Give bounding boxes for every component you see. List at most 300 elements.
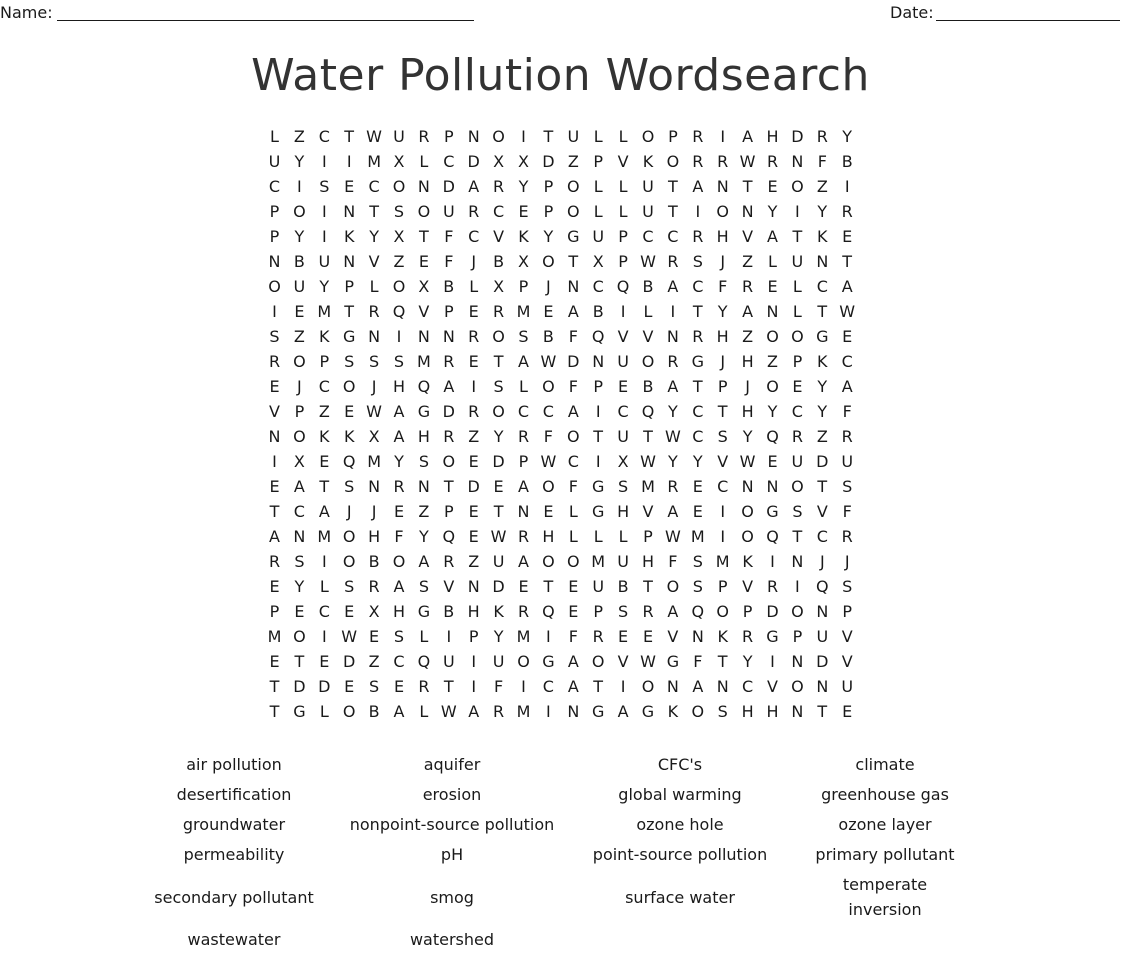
grid-letter: R [468, 202, 480, 221]
grid-letter: Z [567, 152, 579, 171]
grid-letter: E [294, 302, 305, 321]
grid-letter: M [267, 627, 282, 646]
grid-letter: S [369, 352, 380, 371]
grid-letter: L [419, 152, 429, 171]
grid-letter: C [841, 352, 853, 371]
grid-letter: L [792, 302, 802, 321]
grid-letter: N [741, 477, 754, 496]
grid-row [262, 474, 860, 499]
grid-letter: P [344, 277, 355, 296]
grid-letter: C [368, 177, 380, 196]
grid-letter: R [692, 127, 704, 146]
grid-letter: T [419, 227, 429, 246]
grid-letter: P [668, 127, 678, 146]
grid-letter: Q [417, 377, 431, 396]
grid-letter: L [618, 527, 628, 546]
grid-letter: Y [493, 427, 504, 446]
grid-letter: Z [742, 252, 754, 271]
word-bank-item: ozone layer [838, 815, 932, 834]
grid-letter: N [417, 177, 430, 196]
grid-letter: T [817, 477, 828, 496]
grid-letter: D [542, 152, 555, 171]
grid-letter: O [392, 177, 406, 196]
grid-letter: L [768, 252, 777, 271]
grid-letter: R [841, 527, 853, 546]
grid-row [262, 599, 860, 624]
grid-letter: H [617, 502, 630, 521]
grid-letter: N [417, 477, 430, 496]
grid-letter: G [542, 652, 555, 671]
grid-letter: S [418, 577, 429, 596]
grid-letter: R [667, 352, 679, 371]
grid-letter: Q [417, 652, 431, 671]
grid-letter: N [741, 202, 754, 221]
grid-letter: Z [293, 127, 305, 146]
grid-letter: W [839, 302, 856, 321]
grid-letter: S [618, 602, 629, 621]
word-bank-item: erosion [422, 785, 482, 804]
grid-row [262, 699, 860, 724]
grid-letter: E [543, 302, 554, 321]
grid-row [262, 624, 860, 649]
grid-letter: F [444, 227, 454, 246]
word-bank-item: pH [440, 845, 464, 864]
grid-letter: Y [668, 402, 678, 421]
grid-letter: G [766, 502, 779, 521]
grid-letter: X [617, 452, 629, 471]
grid-letter: E [468, 452, 479, 471]
grid-letter: A [567, 652, 579, 671]
grid-letter: Q [392, 302, 406, 321]
grid-letter: J [297, 377, 302, 396]
grid-letter: S [294, 552, 305, 571]
grid-letter: R [791, 427, 803, 446]
grid-letter: V [269, 402, 280, 421]
grid-letter: U [492, 552, 505, 571]
grid-letter: W [366, 402, 382, 421]
grid-letter: A [692, 677, 704, 696]
grid-letter: C [717, 477, 729, 496]
grid-letter: P [742, 602, 753, 621]
grid-letter: H [741, 702, 754, 721]
grid-row [262, 374, 860, 399]
grid-letter: W [440, 702, 457, 721]
grid-row [262, 174, 860, 199]
grid-letter: D [293, 677, 306, 696]
grid-letter: I [620, 302, 626, 321]
grid-letter: T [742, 177, 753, 196]
grid-letter: O [342, 527, 356, 546]
grid-letter: K [343, 427, 355, 446]
grid-letter: U [791, 452, 804, 471]
grid-letter: P [518, 277, 529, 296]
grid-letter: T [493, 502, 504, 521]
grid-row [262, 649, 860, 674]
grid-letter: E [642, 627, 654, 646]
word-bank-item: nonpoint-source pollution [349, 815, 555, 834]
grid-letter: H [766, 702, 779, 721]
grid-letter: D [442, 177, 455, 196]
grid-letter: O [567, 202, 580, 221]
grid-letter: E [767, 177, 778, 196]
grid-letter: O [741, 502, 754, 521]
grid-letter: O [641, 677, 655, 696]
grid-letter: H [766, 127, 779, 146]
grid-letter: P [543, 202, 554, 221]
grid-letter: S [369, 677, 380, 696]
grid-letter: A [692, 177, 704, 196]
grid-letter: I [471, 652, 477, 671]
grid-letter: W [366, 127, 382, 146]
grid-letter: Q [542, 602, 555, 621]
grid-letter: S [418, 452, 429, 471]
grid-letter: W [640, 452, 656, 471]
grid-letter: R [692, 227, 704, 246]
grid-letter: K [493, 602, 504, 621]
grid-row [262, 674, 860, 699]
grid-letter: V [742, 227, 754, 246]
grid-letter: T [493, 352, 504, 371]
grid-letter: J [471, 252, 477, 271]
grid-letter: F [568, 327, 578, 346]
grid-letter: A [617, 702, 629, 721]
grid-letter: D [492, 577, 505, 596]
grid-letter: E [767, 452, 778, 471]
grid-letter: W [640, 652, 656, 671]
grid-letter: A [393, 427, 405, 446]
grid-letter: A [468, 702, 480, 721]
grid-letter: O [666, 577, 680, 596]
grid-letter: R [493, 177, 505, 196]
grid-letter: S [344, 577, 355, 596]
grid-letter: T [668, 202, 678, 221]
grid-letter: U [268, 152, 281, 171]
grid-letter: P [269, 227, 280, 246]
grid-letter: F [394, 527, 404, 546]
grid-row [262, 399, 860, 424]
grid-letter: Z [742, 327, 754, 346]
grid-letter: B [841, 152, 853, 171]
grid-row [262, 449, 860, 474]
grid-letter: M [516, 302, 531, 321]
grid-letter: K [717, 627, 728, 646]
grid-letter: C [293, 502, 305, 521]
grid-letter: O [542, 377, 555, 396]
name-field-line[interactable] [57, 20, 474, 21]
grid-letter: W [664, 427, 681, 446]
grid-letter: U [791, 252, 804, 271]
grid-letter: N [716, 177, 729, 196]
grid-letter: O [567, 177, 580, 196]
grid-letter: P [443, 302, 454, 321]
grid-letter: R [692, 152, 704, 171]
grid-letter: A [468, 177, 480, 196]
grid-letter: L [643, 302, 653, 321]
grid-letter: H [368, 527, 381, 546]
grid-letter: N [368, 477, 381, 496]
grid-letter: I [321, 152, 327, 171]
grid-letter: R [393, 477, 405, 496]
grid-letter: J [745, 377, 750, 396]
grid-letter: E [543, 502, 554, 521]
grid-letter: I [446, 627, 452, 646]
grid-letter: L [792, 277, 802, 296]
grid-letter: A [567, 402, 579, 421]
grid-letter: R [468, 402, 480, 421]
grid-letter: N [816, 252, 829, 271]
grid-letter: F [568, 627, 578, 646]
grid-letter: E [319, 452, 330, 471]
grid-letter: I [546, 702, 551, 721]
word-bank-item: permeability [183, 845, 285, 864]
grid-row [262, 349, 860, 374]
grid-letter: L [419, 702, 429, 721]
grid-letter: L [618, 202, 628, 221]
grid-letter: K [667, 702, 679, 721]
grid-letter: M [591, 552, 606, 571]
grid-letter: I [272, 452, 277, 471]
grid-letter: H [716, 227, 729, 246]
grid-letter: Y [294, 577, 305, 596]
grid-letter: A [667, 277, 679, 296]
grid-letter: O [492, 402, 505, 421]
grid-letter: O [691, 702, 705, 721]
grid-letter: Y [742, 652, 753, 671]
name-label: Name: [0, 3, 53, 22]
grid-letter: S [618, 477, 629, 496]
grid-letter: E [269, 377, 280, 396]
grid-letter: O [293, 352, 306, 371]
grid-letter: O [791, 602, 804, 621]
grid-letter: O [268, 277, 281, 296]
grid-letter: I [471, 677, 477, 696]
grid-letter: C [667, 227, 679, 246]
date-field-line[interactable] [936, 20, 1120, 21]
grid-letter: I [521, 677, 526, 696]
grid-letter: E [792, 377, 803, 396]
grid-letter: O [567, 552, 580, 571]
grid-letter: O [641, 352, 655, 371]
grid-letter: R [841, 202, 853, 221]
grid-letter: E [468, 352, 479, 371]
grid-letter: P [618, 252, 628, 271]
grid-letter: V [368, 252, 380, 271]
word-bank-item: wastewater [187, 930, 281, 949]
grid-letter: C [742, 677, 754, 696]
grid-letter: V [617, 652, 629, 671]
grid-letter: D [567, 352, 580, 371]
grid-letter: V [742, 577, 754, 596]
grid-letter: P [593, 152, 604, 171]
grid-letter: D [442, 402, 455, 421]
grid-letter: A [318, 502, 330, 521]
grid-letter: T [668, 177, 678, 196]
grid-letter: S [393, 627, 405, 646]
grid-letter: X [493, 152, 505, 171]
grid-letter: J [346, 502, 352, 521]
grid-letter: E [468, 527, 479, 546]
grid-letter: O [791, 477, 804, 496]
grid-letter: Z [468, 427, 480, 446]
grid-letter: G [591, 702, 605, 721]
grid-letter: E [468, 302, 479, 321]
grid-letter: A [418, 552, 430, 571]
word-bank-item: ozone hole [636, 815, 724, 834]
grid-letter: W [540, 452, 557, 471]
grid-letter: X [368, 427, 380, 446]
grid-letter: G [591, 502, 605, 521]
grid-letter: N [691, 627, 704, 646]
grid-letter: T [692, 377, 703, 396]
grid-letter: A [767, 227, 778, 246]
grid-letter: N [766, 477, 779, 496]
grid-letter: I [695, 202, 701, 221]
grid-letter: Q [342, 452, 356, 471]
grid-letter: O [492, 327, 505, 346]
grid-letter: P [269, 602, 280, 621]
grid-row [262, 199, 860, 224]
grid-letter: C [542, 677, 554, 696]
grid-letter: L [369, 277, 379, 296]
grid-letter: J [819, 552, 825, 571]
grid-letter: I [720, 127, 726, 146]
grid-letter: I [471, 377, 477, 396]
grid-letter: N [592, 352, 605, 371]
grid-letter: T [344, 127, 355, 146]
grid-letter: C [816, 277, 828, 296]
grid-letter: W [341, 627, 358, 646]
grid-letter: L [593, 177, 603, 196]
grid-letter: O [716, 602, 729, 621]
grid-letter: A [518, 352, 529, 371]
grid-letter: T [568, 252, 579, 271]
grid-letter: X [393, 152, 405, 171]
grid-letter: O [666, 152, 680, 171]
grid-letter: C [318, 602, 330, 621]
grid-letter: N [791, 702, 804, 721]
grid-letter: A [567, 302, 579, 321]
grid-letter: S [393, 202, 405, 221]
grid-letter: Y [394, 452, 404, 471]
grid-letter: E [393, 677, 405, 696]
grid-letter: F [568, 377, 578, 396]
grid-letter: U [642, 202, 654, 221]
grid-letter: O [517, 652, 530, 671]
grid-letter: C [542, 402, 554, 421]
grid-letter: N [417, 327, 430, 346]
grid-letter: O [641, 127, 655, 146]
grid-letter: S [344, 477, 355, 496]
grid-letter: N [816, 602, 829, 621]
grid-letter: Y [493, 627, 504, 646]
grid-letter: N [816, 677, 829, 696]
grid-letter: Y [767, 402, 778, 421]
grid-letter: C [268, 177, 281, 196]
grid-letter: S [493, 377, 504, 396]
grid-letter: M [416, 352, 431, 371]
grid-letter: P [717, 377, 728, 396]
grid-letter: R [517, 527, 530, 546]
word-bank-item: CFC's [657, 755, 703, 774]
grid-letter: J [546, 277, 551, 296]
grid-letter: I [321, 202, 327, 221]
grid-letter: D [816, 452, 829, 471]
grid-letter: U [617, 352, 629, 371]
grid-letter: I [844, 177, 850, 196]
grid-letter: Q [691, 602, 705, 621]
grid-letter: I [521, 127, 526, 146]
grid-letter: L [593, 202, 603, 221]
grid-letter: H [392, 377, 406, 396]
grid-letter: G [816, 327, 829, 346]
grid-letter: N [666, 327, 679, 346]
grid-letter: N [716, 677, 729, 696]
grid-letter: D [492, 452, 505, 471]
word-bank-item: watershed [409, 930, 495, 949]
grid-letter: A [667, 602, 679, 621]
grid-letter: B [293, 252, 305, 271]
grid-letter: N [567, 702, 580, 721]
grid-letter: E [418, 252, 429, 271]
grid-letter: I [346, 152, 352, 171]
grid-letter: E [369, 627, 380, 646]
grid-letter: T [792, 227, 803, 246]
grid-letter: T [717, 402, 728, 421]
grid-letter: O [442, 452, 456, 471]
grid-letter: R [717, 152, 729, 171]
grid-letter: P [319, 352, 330, 371]
grid-letter: N [567, 277, 580, 296]
grid-letter: T [792, 527, 803, 546]
grid-letter: R [368, 577, 380, 596]
grid-letter: P [269, 202, 280, 221]
grid-letter: D [343, 652, 356, 671]
grid-letter: U [841, 452, 854, 471]
grid-letter: R [493, 702, 505, 721]
grid-letter: I [272, 302, 277, 321]
grid-letter: X [518, 252, 529, 271]
grid-letter: E [568, 577, 579, 596]
grid-letter: U [492, 652, 505, 671]
grid-letter: E [842, 702, 853, 721]
grid-letter: Y [294, 227, 305, 246]
grid-letter: O [542, 477, 555, 496]
grid-letter: U [816, 627, 829, 646]
grid-letter: I [396, 327, 402, 346]
grid-letter: O [791, 677, 804, 696]
grid-letter: E [344, 602, 355, 621]
grid-letter: V [617, 152, 629, 171]
grid-letter: C [642, 227, 654, 246]
grid-letter: L [618, 177, 628, 196]
grid-letter: Z [318, 402, 330, 421]
grid-letter: E [568, 602, 579, 621]
grid-letter: H [641, 552, 655, 571]
grid-letter: V [841, 627, 853, 646]
grid-letter: E [692, 502, 703, 521]
grid-letter: M [715, 552, 730, 571]
word-bank-item: point-source pollution [592, 845, 768, 864]
grid-letter: T [269, 502, 280, 521]
grid-letter: S [518, 327, 529, 346]
grid-letter: R [642, 602, 654, 621]
grid-letter: I [546, 627, 551, 646]
grid-letter: Y [842, 127, 853, 146]
grid-row [262, 324, 860, 349]
grid-letter: S [393, 352, 405, 371]
grid-letter: N [268, 427, 281, 446]
grid-letter: P [792, 627, 803, 646]
